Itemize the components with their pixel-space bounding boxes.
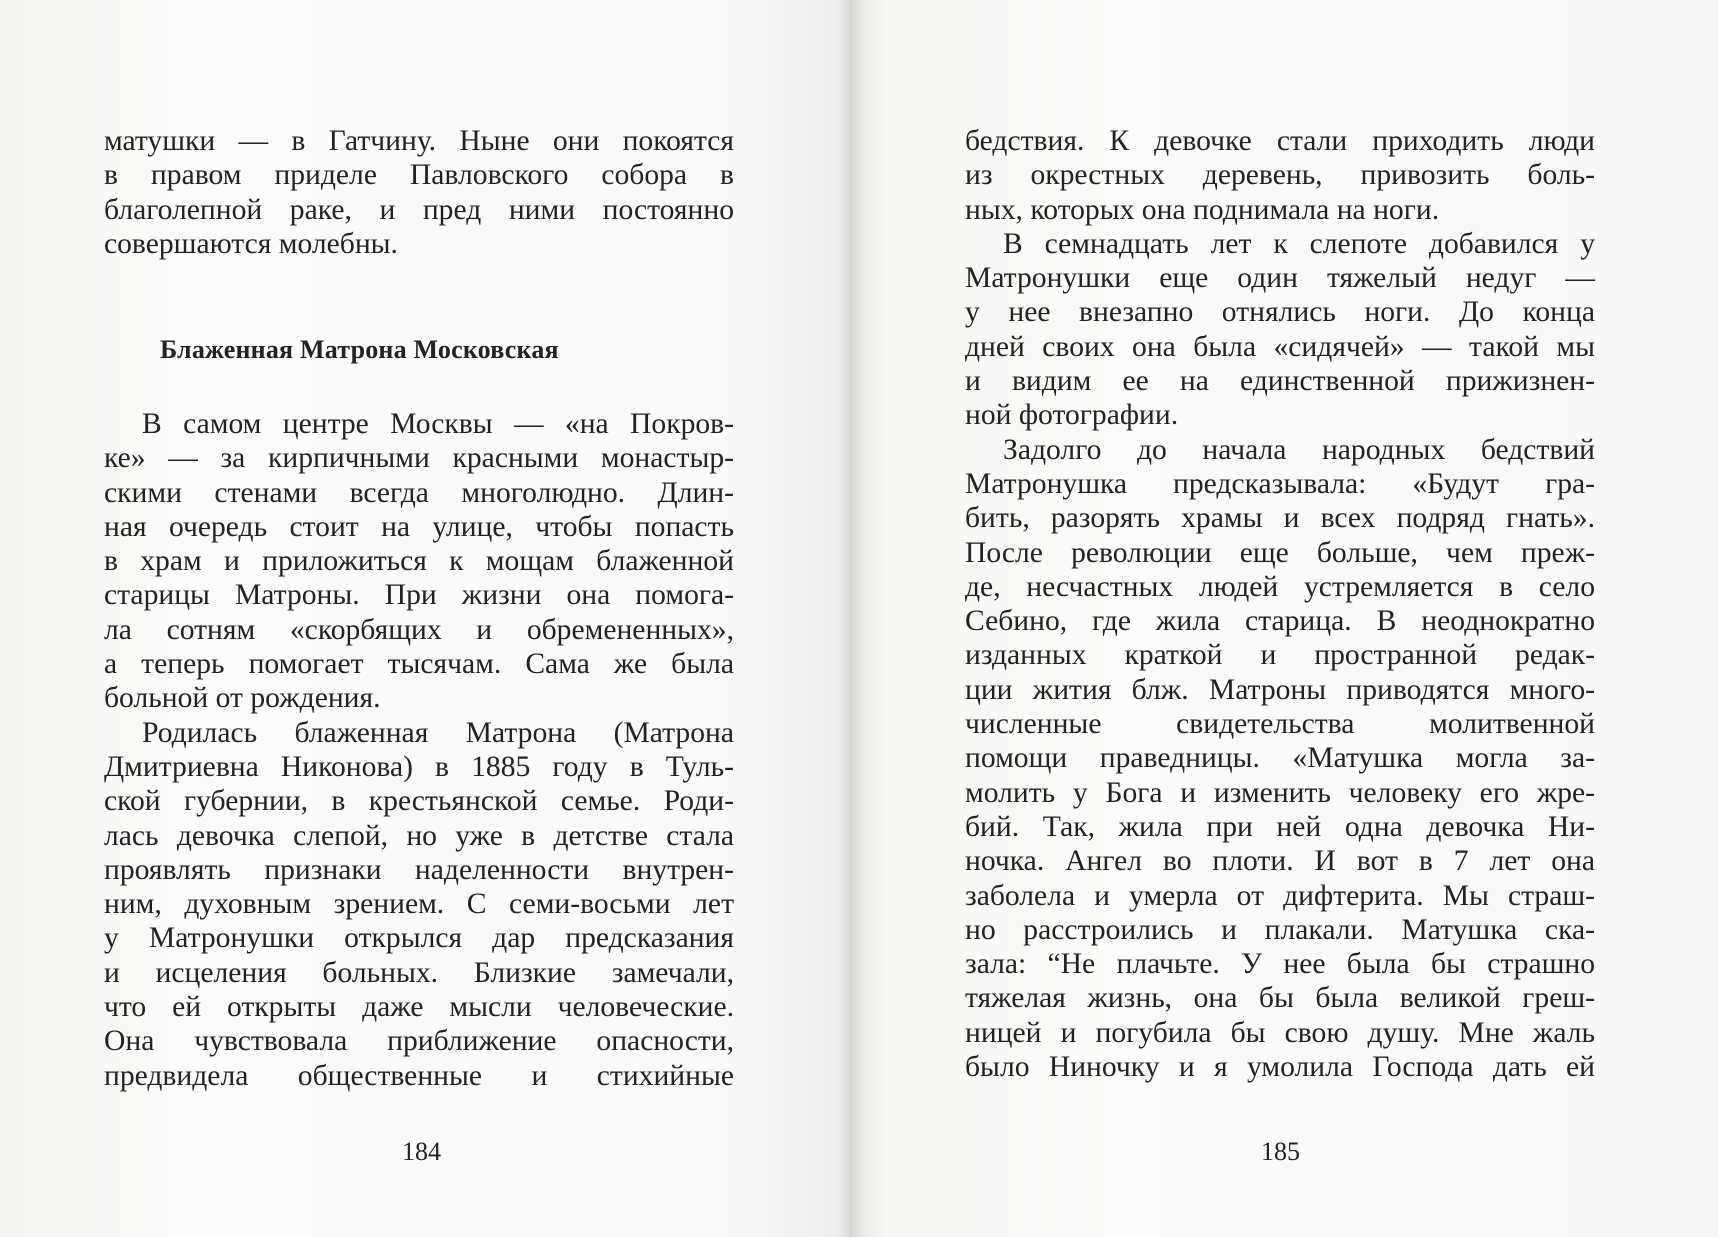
left-body-text (104, 407, 734, 1093)
text-line: совершаются молебны. (104, 227, 398, 260)
text-line: ницей и погубила бы свою душу. Мне жаль (965, 1016, 1595, 1049)
text-line: ночка. Ангел во плоти. И вот в 7 лет она (965, 845, 1595, 878)
book-gutter (838, 0, 862, 1237)
page-number-left: 184 (402, 1137, 441, 1166)
text-line: тяжелая жизнь, она бы была великой греш- (965, 982, 1595, 1015)
text-line: изданных краткой и пространной редак- (965, 639, 1595, 672)
page-number-right: 185 (1261, 1137, 1300, 1166)
text-line: матушки — в Гатчину. Ныне они покоятся (104, 125, 734, 157)
text-line: бедствия. К девочке стали приходить люди (965, 125, 1595, 157)
text-line: из окрестных деревень, привозить боль- (965, 159, 1595, 192)
text-line: что ей открыты даже мысли человеческие. (104, 991, 734, 1024)
right-body-text (965, 124, 1595, 1084)
text-line: проявлять признаки наделенности внутрен- (104, 853, 734, 886)
text-line: молить у Бога и изменить человеку его жре- (965, 776, 1595, 809)
text-line: В самом центре Москвы — «на Покров- (142, 408, 734, 440)
text-line: старицы Матроны. При жизни она помога- (104, 579, 734, 612)
text-line: Она чувствовала приближение опасности, (104, 1025, 734, 1058)
text-line: заболела и умерла от дифтерита. Мы страш- (965, 879, 1595, 912)
text-line: и видим ее на единственной прижизнен- (965, 365, 1595, 398)
text-line: предвидела общественные и стихийные (104, 1059, 734, 1092)
text-line: благолепной раке, и пред ними постоянно (104, 193, 734, 226)
text-line: и исцеления больных. Близкие замечали, (104, 956, 734, 989)
left-intro-text (104, 124, 734, 261)
text-line: было Ниночку и я умолила Господа дать ей (965, 1051, 1595, 1084)
text-line: де, несчастных людей устремляется в село (965, 570, 1595, 603)
text-line: ной фотографии. (965, 399, 1179, 432)
text-line: Дмитриевна Никонова) в 1885 году в Туль- (104, 750, 734, 783)
section-heading: Блаженная Матрона Московская (160, 335, 559, 364)
text-line: численные свидетельства молитвенной (965, 708, 1595, 741)
text-line: лась девочка слепой, но уже в детстве стала (104, 819, 734, 852)
text-line: ных, которых она поднимала на ноги. (965, 193, 1440, 226)
text-line: Родилась блаженная Матрона (Матрона (142, 716, 734, 749)
text-line: ним, духовным зрением. С семи-восьми лет (104, 888, 734, 921)
text-line: ке» — за кирпичными красными монастыр- (104, 442, 734, 475)
text-line: ской губернии, в крестьянской семье. Роди- (104, 785, 734, 818)
text-line: у Матронушки открылся дар предсказания (104, 922, 734, 955)
text-line: Матронушки еще один тяжелый недуг — (965, 262, 1595, 295)
text-line: Матронушка предсказывала: «Будут гра- (965, 467, 1595, 500)
text-line: помощи праведницы. «Матушка могла за- (965, 742, 1595, 775)
text-line: Себино, где жила старица. В неоднократно (965, 605, 1595, 638)
text-line: ции жития блж. Матроны приводятся много- (965, 673, 1595, 706)
text-line: ная очередь стоит на улице, чтобы попасть (104, 510, 734, 543)
text-line: бий. Так, жила при ней одна девочка Ни- (965, 810, 1595, 843)
text-line: зала: “Не плачьте. У нее была бы страшно (965, 948, 1595, 981)
text-line: После революции еще больше, чем преж- (965, 536, 1595, 569)
text-line: В семнадцать лет к слепоте добавился у (1003, 227, 1595, 260)
text-line: Задолго до начала народных бедствий (1003, 433, 1595, 466)
text-line: в храм и приложиться к мощам блаженной (104, 545, 734, 578)
text-line: у нее внезапно отнялись ноги. До конца (965, 296, 1595, 329)
text-line: скими стенами всегда многолюдно. Длин- (104, 476, 734, 509)
text-line: а теперь помогает тысячам. Сама же была (104, 648, 734, 681)
text-line: дней своих она была «сидячей» — такой мы (965, 330, 1595, 363)
text-line: больной от рождения. (104, 682, 381, 715)
text-line: ла сотням «скорбящих и обремененных», (104, 613, 734, 646)
text-line: но расстроились и плакали. Матушка ска- (965, 913, 1595, 946)
text-line: в правом приделе Павловского собора в (104, 159, 734, 192)
text-line: бить, разорять храмы и всех подряд гнать». (965, 502, 1595, 535)
